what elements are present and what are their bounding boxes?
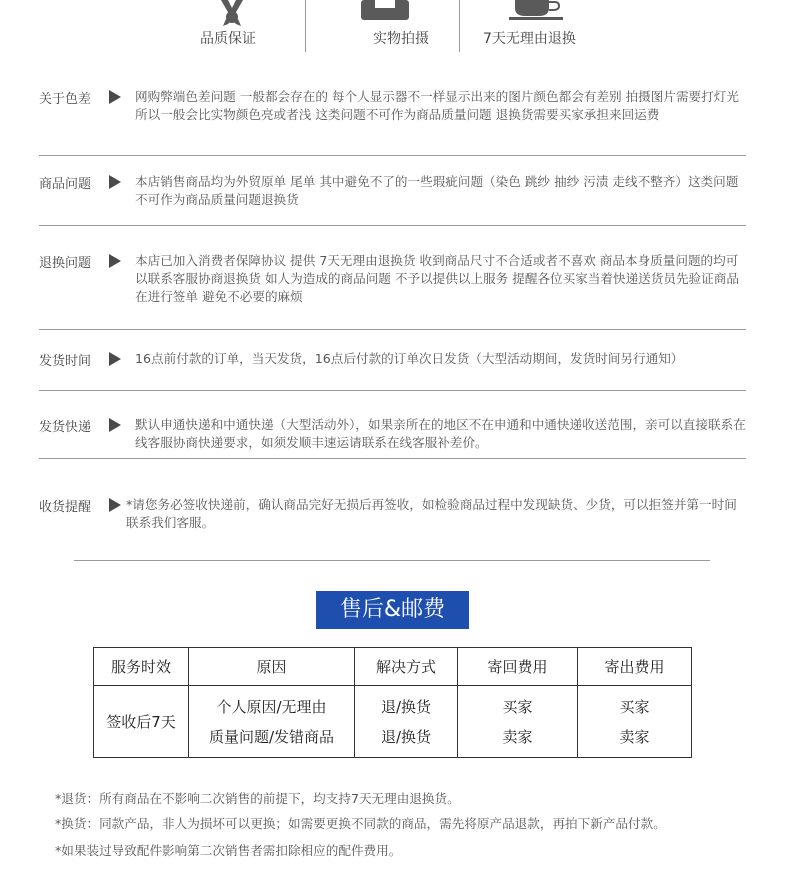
policy-text: 默认申通快递和中通快递（大型活动外），如果亲所在的地区不在申通和中通快递收送范围，亲可以直接联系在线客服协商快递要求，如须发顺丰速运请联系在线客服补差价。 <box>135 417 746 450</box>
send-fee-line: 买家 <box>619 697 650 716</box>
return-fee-line: 卖家 <box>502 727 533 746</box>
policy-text: 本店销售商品均为外贸原单 尾单 其中避免不了的一些瑕疵问题（染色 跳纱 抽纱 污渍 走线不整齐）这类问题不可作为商品质量问题退换货 <box>135 174 739 207</box>
policy-title: 发货时间 <box>39 354 92 369</box>
table-cell-return-fee <box>458 686 578 758</box>
service-badges <box>0 0 790 60</box>
table-cell-period: 签收后7天 <box>94 686 189 758</box>
table-cell-send-fee <box>578 686 692 758</box>
solution-line: 退/换货 <box>380 727 432 746</box>
table-header: 解决方式 <box>355 648 458 686</box>
send-fee-line: 卖家 <box>619 727 650 746</box>
policy-title: 退换问题 <box>39 256 92 271</box>
after-sales-banner: 售后&邮费 <box>316 591 469 629</box>
arrow-right-icon <box>109 175 121 189</box>
divider <box>39 225 746 226</box>
arrow-right-icon <box>109 498 121 512</box>
arrow-right-icon <box>109 352 121 366</box>
badge-label: 品质保证 <box>200 31 256 47</box>
arrow-right-icon <box>109 90 121 104</box>
reason-line: 质量问题/发错商品 <box>208 727 335 746</box>
fee-table <box>93 647 692 758</box>
table-header: 原因 <box>189 648 355 686</box>
policy-title: 收货提醒 <box>39 500 92 515</box>
table-header: 寄回费用 <box>458 648 578 686</box>
table-header: 寄出费用 <box>578 648 692 686</box>
arrow-right-icon <box>109 418 121 432</box>
arrow-right-icon <box>109 254 121 268</box>
policy-title: 商品问题 <box>39 177 92 192</box>
policy-title: 发货快递 <box>39 420 92 435</box>
divider <box>305 0 306 52</box>
table-row <box>94 686 692 758</box>
divider <box>459 0 460 52</box>
policy-text: *请您务必签收快递前，确认商品完好无损后再签收，如检验商品过程中发现缺货、少货，可以拒签并第一时间联系我们客服。 <box>126 497 737 530</box>
table-cell-reason <box>189 686 355 758</box>
policy-text: 16点前付款的订单，当天发货，16点后付款的订单次日发货（大型活动期间，发货时间另行通知） <box>135 351 684 366</box>
note-return: *退货：所有商品在不影响二次销售的前提下，均支持7天无理由退换货。 <box>55 791 460 806</box>
policy-text: 本店已加入消费者保障协议 提供 7天无理由退换货 收到商品尺寸不合适或者不喜欢 商品本身质量问题的均可以联系客服协商退换货 如人为造成的商品问题 不予以提供以上服务 提醒各位买家当着快递送货员先验证商品在进行签单 避免不必要的麻烦 <box>135 253 739 304</box>
return-fee-line: 买家 <box>502 697 533 716</box>
table-header-row <box>94 648 692 686</box>
note-accessories: *如果装过导致配件影响第二次销售者需扣除相应的配件费用。 <box>55 843 402 858</box>
divider <box>39 390 746 391</box>
policy-text: 网购弊端色差问题 一般都会存在的 每个人显示器不一样显示出来的图片颜色都会有差别 拍摄图片需要打灯光 所以一般会比实物颜色亮或者浅 这类问题不可作为商品质量问题 退换货需要买家承担来回运费 <box>135 89 739 122</box>
camera-icon <box>361 0 409 20</box>
cup-icon <box>509 0 563 20</box>
table-cell-solution <box>355 686 458 758</box>
divider <box>74 560 710 561</box>
policy-title: 关于色差 <box>39 92 92 107</box>
medal-icon <box>219 0 245 26</box>
note-exchange: *换货：同款产品，非人为损坏可以更换；如需要更换不同款的商品，需先将原产品退款，再拍下新产品付款。 <box>55 816 666 831</box>
divider <box>39 155 746 156</box>
divider <box>39 329 746 330</box>
badge-label: 7天无理由退换 <box>483 31 576 47</box>
solution-line: 退/换货 <box>380 697 432 716</box>
divider <box>39 458 746 459</box>
reason-line: 个人原因/无理由 <box>216 697 327 716</box>
badge-label: 实物拍摄 <box>373 31 429 47</box>
table-header: 服务时效 <box>94 648 189 686</box>
